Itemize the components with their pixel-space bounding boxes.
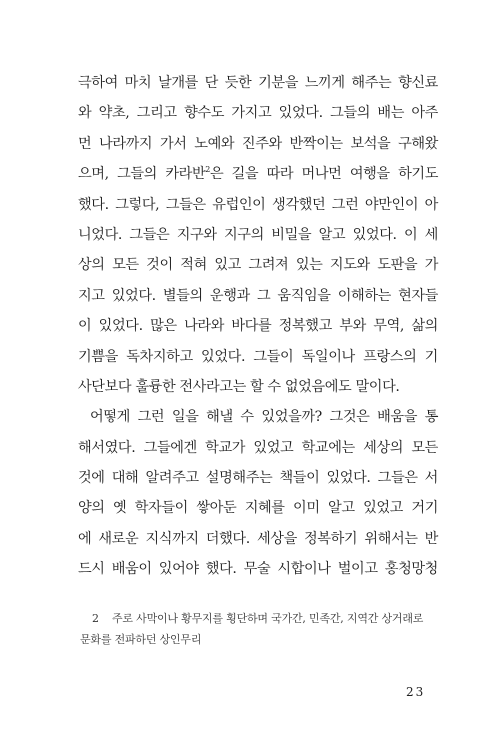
footnote-text: 주로 사막이나 황무지를 횡단하며 국가간, 민족간, 지역간 상거래로 (112, 612, 424, 625)
text-line: 사단보다 훌륭한 전사라고는 할 수 없었음에도 말이다. (78, 378, 400, 395)
text-line: 했다. 그렇다, 그들은 유럽인이 생각했던 그런 야만인이 아 (78, 196, 438, 213)
text-line: 양의 옛 학자들이 쌓아둔 지혜를 이미 알고 있었고 거기 (78, 500, 438, 517)
text-line-with-footnote (78, 159, 438, 189)
body-text (78, 68, 438, 585)
page-number: 23 (406, 685, 426, 699)
text-line: 드시 배움이 있어야 했다. 무술 시합이나 벌이고 홍청망청 (78, 561, 438, 578)
text-line: 먼 나라까지 가서 노예와 진주와 반짝이는 보석을 구해왔 (78, 135, 438, 152)
text-line: 니었다. 그들은 지구와 지구의 비밀을 알고 있었다. 이 세 (78, 226, 438, 243)
text-fragment: 은 길을 따라 머나먼 여행을 하기도 (209, 166, 438, 183)
text-line: 해서였다. 그들에겐 학교가 있었고 학교에는 세상의 모든 (78, 439, 438, 456)
footnote-marker: 2 (205, 165, 210, 175)
text-line: 지고 있었다. 별들의 운행과 그 움직임을 이해하는 현자들 (78, 287, 438, 304)
footnote-line (94, 608, 444, 629)
text-line: 기쁨을 독차지하고 있었다. 그들이 독일이나 프랑스의 기 (78, 348, 438, 365)
footnote (80, 608, 444, 650)
text-line: 에 새로운 지식까지 더했다. 세상을 정복하기 위해서는 반 (78, 530, 438, 547)
text-line: 어떻게 그런 일을 해낼 수 있었을까? 그것은 배움을 통 (90, 409, 438, 426)
text-line: 것에 대해 알려주고 설명해주는 책들이 있었다. 그들은 서 (78, 470, 438, 487)
text-line: 이 있었다. 많은 나라와 바다를 정복했고 부와 무역, 삶의 (78, 318, 438, 335)
footnote-line: 문화를 전파하던 상인무리 (80, 633, 202, 646)
text-line: 상의 모든 것이 적혀 있고 그려져 있는 지도와 도판을 가 (78, 257, 438, 274)
text-fragment: 으며, 그들의 카라반 (78, 166, 206, 183)
footnote-number: 2 (92, 612, 99, 625)
text-line: 극하여 마치 날개를 단 듯한 기분을 느끼게 해주는 향신료 (78, 75, 438, 91)
text-line: 와 약초, 그리고 향수도 가지고 있었다. 그들의 배는 아주 (78, 105, 438, 122)
